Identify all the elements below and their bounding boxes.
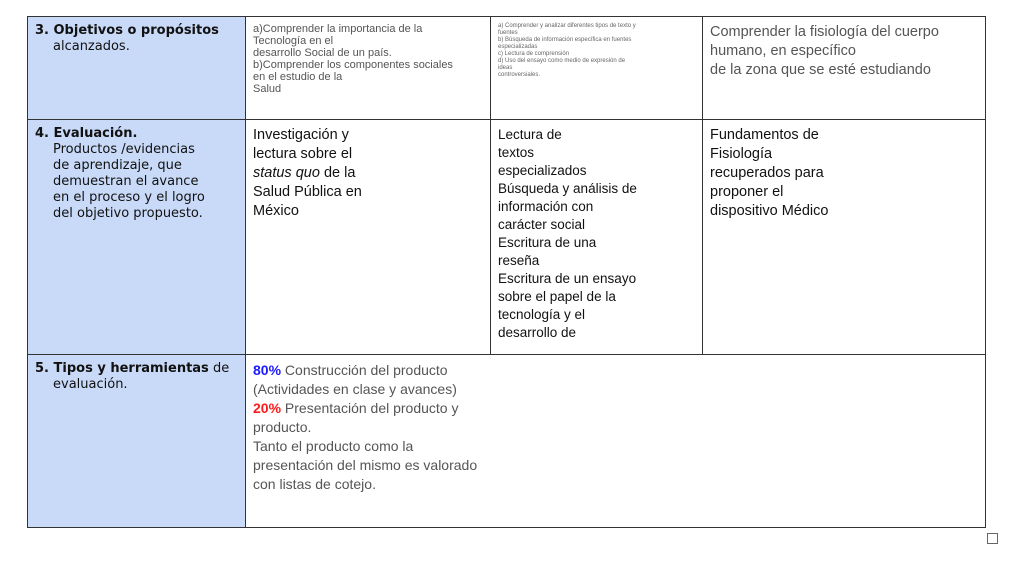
- objetivos-col2-text: a) Comprender y analizar diferentes tipos de texto y fuentes b) Búsqueda de información específica en fuentes especializadas c) Lectura de comprensión d) Uso del ensayo como medio de expresión de ideas controversiales.: [498, 23, 636, 78]
- percent-80: 80%: [253, 362, 282, 378]
- row-header-objetivos: 3. Objetivos o propósitos alcanzados.: [28, 17, 246, 120]
- table-row: [28, 17, 986, 120]
- table-row: [28, 120, 986, 355]
- evaluacion-col1-text: Investigación y lectura sobre el status quo de la Salud Pública en México: [253, 127, 362, 219]
- objetivos-col1-text: a)Comprender la importancia de la Tecnología en el desarrollo Social de un país. b)Comprender los componentes sociales en el estudio de la Salud: [253, 23, 453, 95]
- cell-objetivos-col1: [246, 17, 491, 120]
- table-row: [28, 355, 986, 528]
- cell-evaluacion-col1: [246, 120, 491, 355]
- row-header-evaluacion: 4. Evaluación. Productos /evidencias de aprendizaje, que demuestran el avance en el proceso y el logro del objetivo propuesto.: [28, 120, 246, 355]
- evaluation-table: [27, 16, 986, 528]
- cell-tipos-content: [246, 355, 986, 528]
- percent-20: 20%: [253, 400, 282, 416]
- objetivos-col3-text: Comprender la fisiología del cuerpo humano, en específico de la zona que se esté estudiando: [710, 24, 939, 78]
- row-header-tipos: 5. Tipos y herramientas de evaluación.: [28, 355, 246, 528]
- evaluacion-col3-text: Fundamentos de Fisiología recuperados para proponer el dispositivo Médico: [710, 127, 829, 219]
- cell-objetivos-col3: [703, 17, 986, 120]
- table-resize-handle[interactable]: [987, 533, 998, 544]
- cell-evaluacion-col3: [703, 120, 986, 355]
- tipos-content-text: 80% Construcción del producto (Actividades en clase y avances) 20% Presentación del producto y producto. Tanto el producto como la presentación del mismo es valorado con listas de cotejo.: [253, 362, 478, 492]
- cell-objetivos-col2: [491, 17, 703, 120]
- cell-evaluacion-col2: [491, 120, 703, 355]
- evaluacion-col2-text: Lectura de textos especializados Búsqueda y análisis de información con carácter social Escritura de una reseña Escritura de un ensayo sobre el papel de la tecnología y el desarrollo de: [498, 127, 637, 340]
